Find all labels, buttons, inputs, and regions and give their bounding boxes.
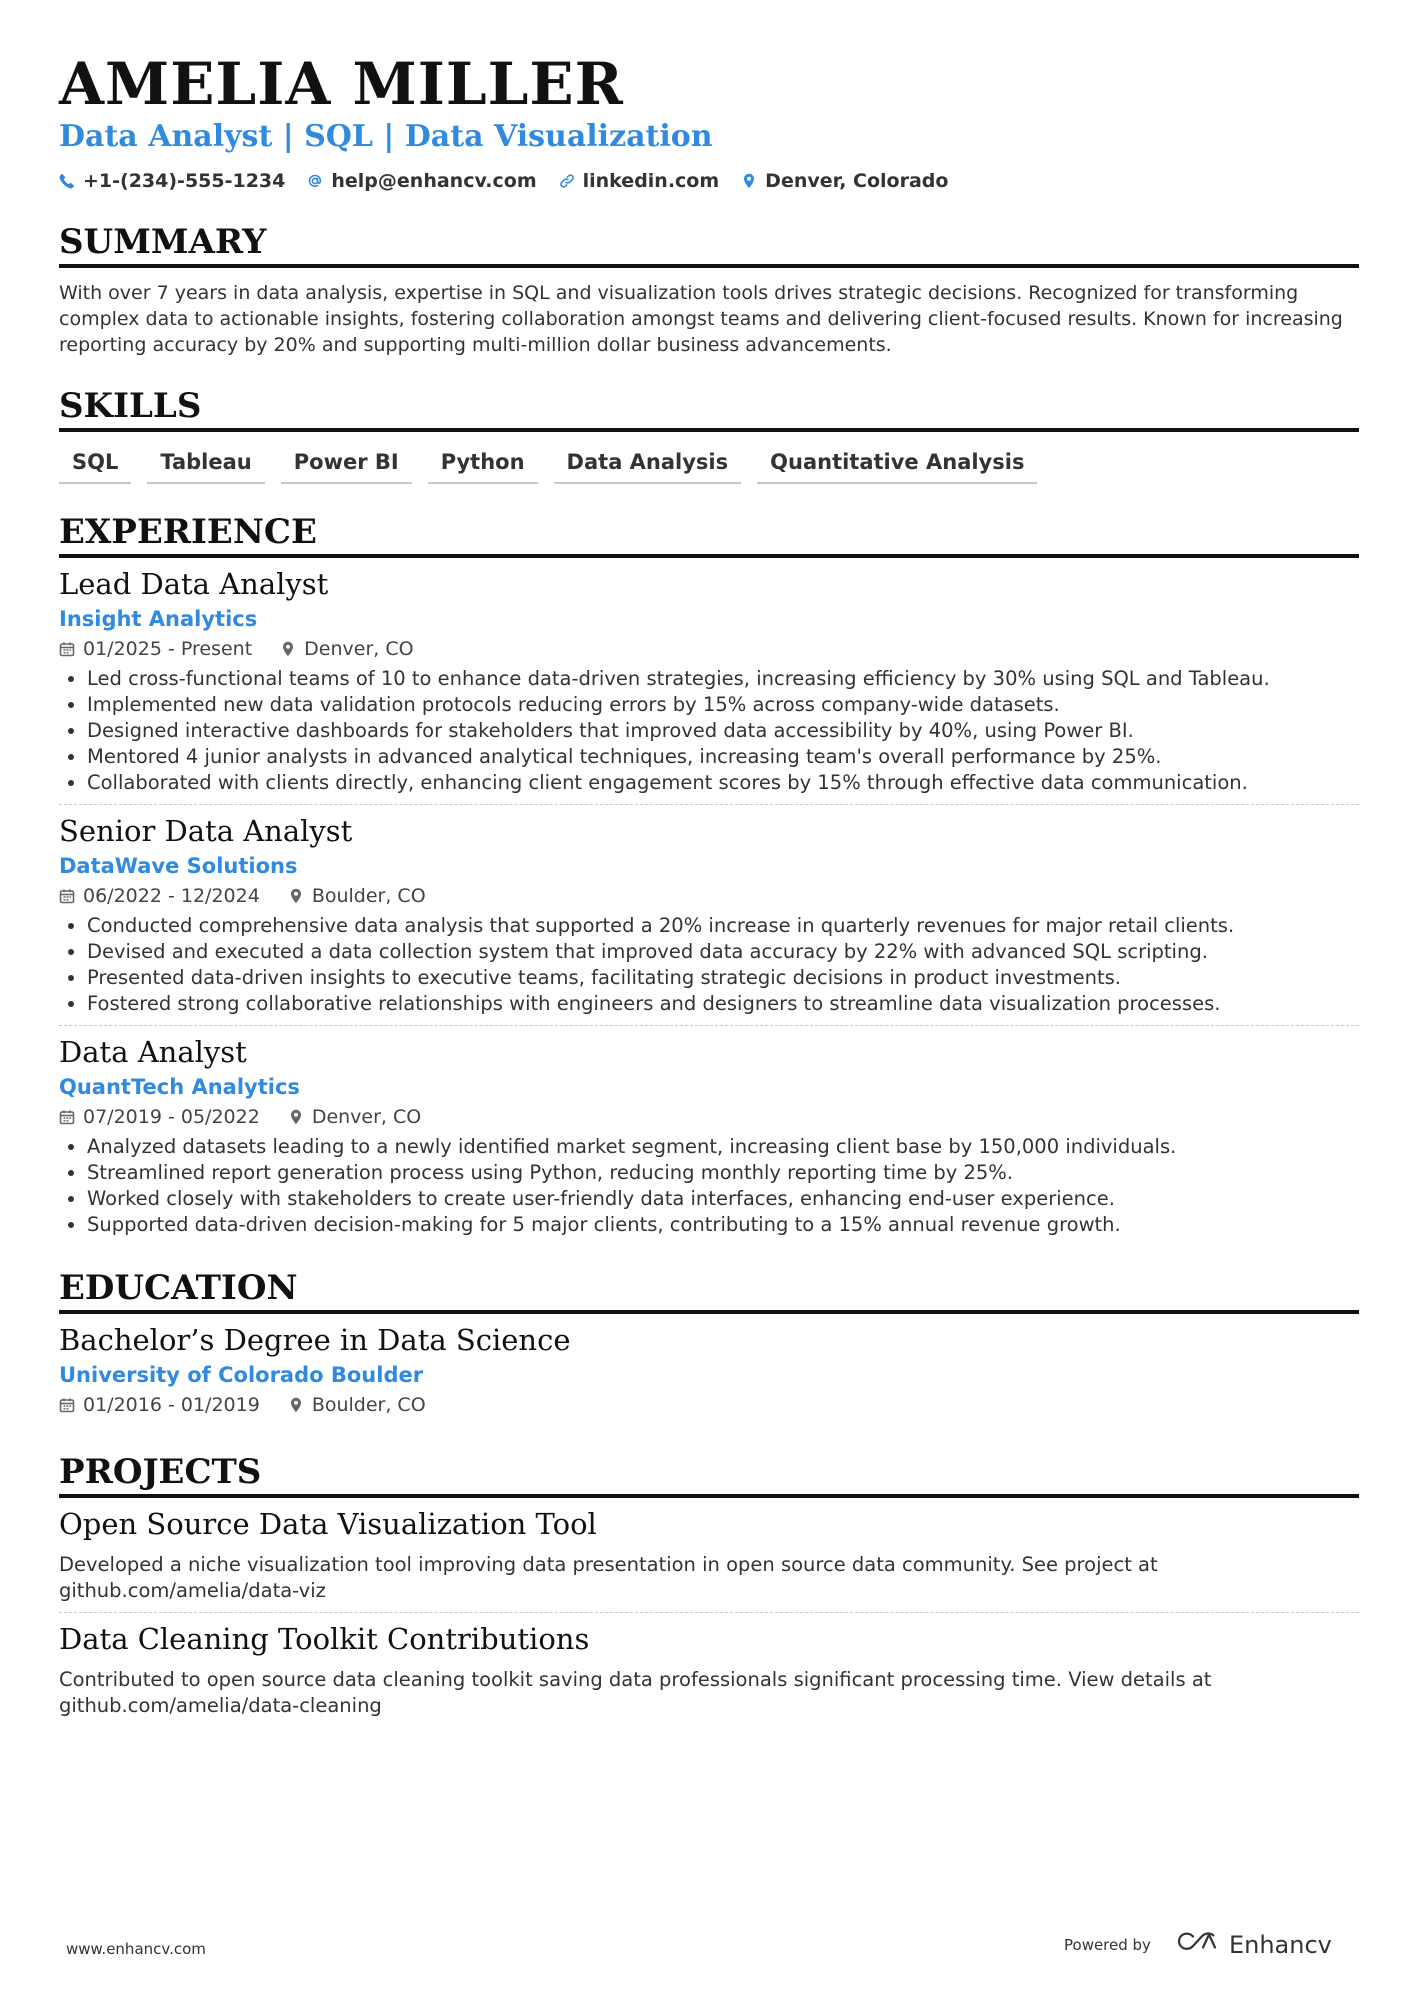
- bullet-item: • Fostered strong collaborative relationships with engineers and designers to streamline data visualization processes.: [87, 991, 1359, 1017]
- section-title-experience: EXPERIENCE: [59, 512, 1359, 558]
- summary-section: [59, 222, 1359, 358]
- skill-tag: Python: [428, 446, 538, 484]
- contact-location-text: Denver, Colorado: [765, 170, 949, 192]
- contact-row: [59, 170, 1359, 192]
- powered-by-label: Powered by: [1064, 1936, 1151, 1954]
- job-bullets: [59, 913, 1359, 1017]
- experience-entry: [59, 804, 1359, 1025]
- location-pin-icon: [288, 1109, 304, 1125]
- job-location: Denver, CO: [304, 638, 414, 660]
- contact-linkedin-text: linkedin.com: [582, 170, 720, 192]
- contact-phone[interactable]: [59, 170, 285, 192]
- project-entry: [59, 1612, 1359, 1727]
- job-title: Senior Data Analyst: [59, 814, 353, 848]
- job-meta: [59, 638, 1359, 660]
- bullet-item: • Devised and executed a data collection system that improved data accuracy by 22% with advanced SQL scripting.: [87, 939, 1359, 965]
- calendar-icon: [59, 1397, 75, 1413]
- calendar-icon: [59, 1109, 75, 1125]
- candidate-name: AMELIA MILLER: [59, 50, 624, 118]
- skill-tag: Data Analysis: [554, 446, 742, 484]
- projects-section: [59, 1452, 1359, 1727]
- location-pin-icon: [280, 641, 296, 657]
- candidate-headline: Data Analyst | SQL | Data Visualization: [59, 119, 713, 154]
- education-dates: 01/2016 - 01/2019: [83, 1394, 260, 1416]
- footer-powered-by[interactable]: [1064, 1930, 1332, 1960]
- job-location: Denver, CO: [311, 1106, 422, 1128]
- location-pin-icon: [741, 173, 757, 189]
- resume-page: [59, 50, 1359, 1727]
- bullet-item: • Designed interactive dashboards for stakeholders that improved data accessibility by 40%, using Power BI.: [87, 718, 1359, 744]
- job-dates: 01/2025 - Present: [83, 638, 253, 660]
- summary-text: With over 7 years in data analysis, expertise in SQL and visualization tools drives strategic decisions. Recognized for transforming complex data to actionable insights, fostering collaboration amongst teams and delivering client-focused results. Known for increasing reporting accuracy by 20% and supporting multi-million dollar business advancements.: [59, 282, 1343, 356]
- job-location: Boulder, CO: [311, 885, 426, 907]
- project-description: Contributed to open source data cleaning toolkit saving data professionals significant processing time. View details at github.com/amelia/data-cleaning: [59, 1668, 1212, 1717]
- degree-title: Bachelor’s Degree in Data Science: [59, 1323, 571, 1357]
- education-section: [59, 1268, 1359, 1424]
- company-name: QuantTech Analytics: [59, 1075, 300, 1099]
- job-dates: 06/2022 - 12/2024: [83, 885, 260, 907]
- bullet-item: • Analyzed datasets leading to a newly identified market segment, increasing client base by 150,000 individuals.: [87, 1134, 1359, 1160]
- bullet-item: • Mentored 4 junior analysts in advanced analytical techniques, increasing team's overall performance by 25%.: [87, 744, 1359, 770]
- contact-phone-text: +1-(234)-555-1234: [83, 170, 286, 192]
- project-title: Data Cleaning Toolkit Contributions: [59, 1622, 590, 1656]
- bullet-item: • Worked closely with stakeholders to create user-friendly data interfaces, enhancing end-user experience.: [87, 1186, 1359, 1212]
- bullet-item: • Conducted comprehensive data analysis that supported a 20% increase in quarterly revenues for major retail clients.: [87, 913, 1359, 939]
- skills-list: [59, 446, 1359, 484]
- job-bullets: [59, 1134, 1359, 1238]
- job-bullets: [59, 666, 1359, 796]
- contact-linkedin[interactable]: [559, 170, 720, 192]
- skill-tag: SQL: [59, 446, 131, 484]
- company-name: Insight Analytics: [59, 607, 258, 631]
- job-dates: 07/2019 - 05/2022: [83, 1106, 260, 1128]
- enhancv-logo: [1175, 1930, 1332, 1960]
- education-meta: [59, 1394, 1359, 1416]
- section-title-summary: SUMMARY: [59, 222, 1359, 268]
- calendar-icon: [59, 641, 75, 657]
- enhancv-logo-icon: [1175, 1930, 1221, 1960]
- job-title: Data Analyst: [59, 1035, 247, 1069]
- enhancv-brand-name: Enhancv: [1228, 1931, 1332, 1959]
- footer-website[interactable]: www.enhancv.com: [66, 1940, 206, 1958]
- location-pin-icon: [288, 1397, 304, 1413]
- project-description: Developed a niche visualization tool improving data presentation in open source data community. See project at github.com/amelia/data-viz: [59, 1553, 1158, 1602]
- contact-email-text: help@enhancv.com: [331, 170, 537, 192]
- bullet-item: • Implemented new data validation protocols reducing errors by 15% across company-wide datasets.: [87, 692, 1359, 718]
- skill-tag: Quantitative Analysis: [757, 446, 1037, 484]
- bullet-item: • Collaborated with clients directly, enhancing client engagement scores by 15% through effective data communication.: [87, 770, 1359, 796]
- education-location: Boulder, CO: [311, 1394, 426, 1416]
- phone-icon: [59, 173, 75, 189]
- bullet-item: • Led cross-functional teams of 10 to enhance data-driven strategies, increasing efficiency by 30% using SQL and Tableau.: [87, 666, 1359, 692]
- resume-header: [59, 50, 1359, 192]
- job-meta: [59, 885, 1359, 907]
- location-pin-icon: [288, 888, 304, 904]
- link-icon: [559, 173, 575, 189]
- experience-entry: [59, 1025, 1359, 1246]
- project-entry: [59, 1498, 1359, 1612]
- job-meta: [59, 1106, 1359, 1128]
- experience-entry: [59, 558, 1359, 804]
- section-title-skills: SKILLS: [59, 386, 1359, 432]
- school-name: University of Colorado Boulder: [59, 1363, 424, 1387]
- bullet-item: • Streamlined report generation process using Python, reducing monthly reporting time by 25%.: [87, 1160, 1359, 1186]
- skill-tag: Power BI: [281, 446, 412, 484]
- contact-email[interactable]: [307, 170, 536, 192]
- education-entry: [59, 1314, 1359, 1424]
- calendar-icon: [59, 888, 75, 904]
- bullet-item: • Presented data-driven insights to executive teams, facilitating strategic decisions in product investments.: [87, 965, 1359, 991]
- job-title: Lead Data Analyst: [59, 567, 329, 601]
- skills-section: [59, 386, 1359, 484]
- section-title-projects: PROJECTS: [59, 1452, 1359, 1498]
- contact-location: [741, 170, 948, 192]
- company-name: DataWave Solutions: [59, 854, 298, 878]
- skill-tag: Tableau: [147, 446, 264, 484]
- bullet-item: • Supported data-driven decision-making for 5 major clients, contributing to a 15% annual revenue growth.: [87, 1212, 1359, 1238]
- experience-section: [59, 512, 1359, 1246]
- at-icon: [307, 173, 323, 189]
- project-title: Open Source Data Visualization Tool: [59, 1507, 597, 1541]
- section-title-education: EDUCATION: [59, 1268, 1359, 1314]
